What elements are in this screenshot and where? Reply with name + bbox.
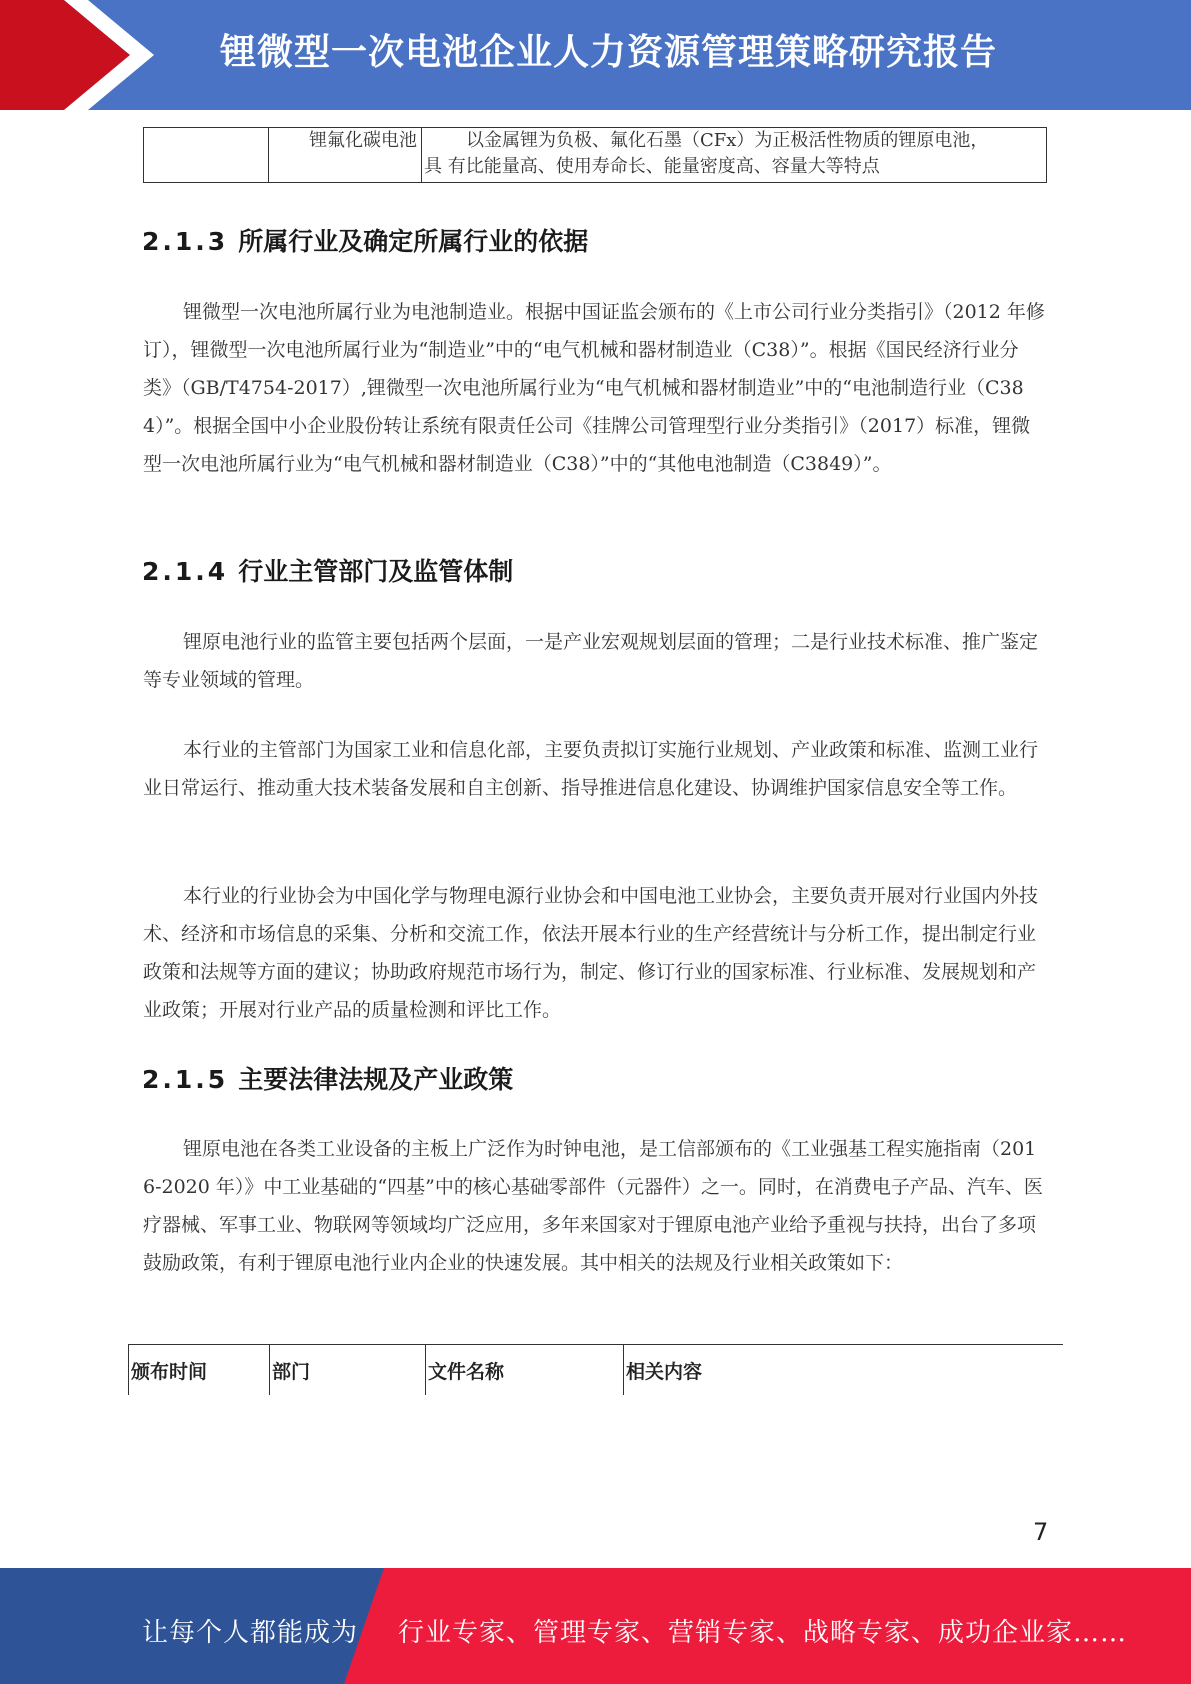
paragraph: 本行业的行业协会为中国化学与物理电源行业协会和中国电池工业协会，主要负责开展对行业国内外技术、经济和市场信息的采集、分析和交流工作，依法开展本行业的生产经营统计与分析工作，提出制定行业政策和法规等方面的建议；协助政府规范市场行为，制定、修订行业的国家标准、行业标准、发展规划和产业政策；开展对行业产品的质量检测和评比工作。	[143, 885, 1039, 1021]
page-footer	[0, 1568, 1191, 1684]
section-heading-2-1-4	[142, 552, 513, 588]
section-number: 2.1.3	[142, 227, 229, 256]
table-cell-description	[422, 128, 1047, 183]
section-title: 行业主管部门及监管体制	[238, 557, 514, 586]
section-title: 主要法律法规及产业政策	[238, 1065, 514, 1094]
chevron-logo-icon	[0, 0, 160, 110]
section-number: 2.1.5	[142, 1065, 229, 1094]
column-header-document: 文件名称	[425, 1345, 504, 1395]
table-cell-type: 锂氟化碳电池	[269, 128, 422, 183]
paragraph: 本行业的主管部门为国家工业和信息化部，主要负责拟订实施行业规划、产业政策和标准、监测工业行业日常运行、推动重大技术装备发展和自主创新、指导推进信息化建设、协调维护国家信息安全等工作。	[143, 739, 1039, 799]
section-title: 所属行业及确定所属行业的依据	[238, 227, 589, 256]
page-number: 7	[1033, 1518, 1049, 1546]
policy-table-header	[128, 1344, 1063, 1395]
description-line-1: 以金属锂为负极、氟化石墨（CFx）为正极活性物质的锂原电池，	[466, 130, 989, 151]
section-heading-2-1-3	[142, 222, 588, 258]
paragraph: 锂微型一次电池所属行业为电池制造业。根据中国证监会颁布的《上市公司行业分类指引》（2012 年修订），锂微型一次电池所属行业为“制造业”中的“电气机械和器材制造业（C38）”。根据《国民经济行业分类》（GB/T4754-2017）,锂微型一次电池所属行业为“电气机械和器材制造业”中的“电池制造行业（C384）”。根据全国中小企业股份转让系统有限责任公司《挂牌公司管理型行业分类指引》（2017）标准，锂微型一次电池所属行业为“电气机械和器材制造业（C38）”中的“其他电池制造（C3849）”。	[143, 301, 1045, 475]
section-number: 2.1.4	[142, 557, 229, 586]
footer-slogan-left: 让每个人都能成为	[142, 1618, 359, 1648]
paragraph: 锂原电池在各类工业设备的主板上广泛作为时钟电池，是工信部颁布的《工业强基工程实施指南（2016-2020 年）》中工业基础的“四基”中的核心基础零部件（元器件）之一。同时，在消费电子产品、汽车、医疗器械、军事工业、物联网等领域均广泛应用，多年来国家对于锂原电池产业给予重视与扶持，出台了多项鼓励政策，有利于锂原电池行业内企业的快速发展。其中相关的法规及行业相关政策如下：	[143, 1138, 1043, 1274]
section-heading-2-1-5	[142, 1060, 513, 1096]
paragraph: 锂原电池行业的监管主要包括两个层面，一是产业宏观规划层面的管理；二是行业技术标准、推广鉴定等专业领域的管理。	[143, 631, 1039, 691]
table-cell-category	[144, 128, 269, 183]
column-header-department: 部门	[269, 1345, 310, 1395]
page-header	[0, 0, 1191, 110]
battery-type-table	[143, 127, 1047, 183]
column-header-date: 颁布时间	[128, 1345, 207, 1395]
description-line-2: 具 有比能量高、使用寿命长、能量密度高、容量大等特点	[424, 156, 880, 177]
column-header-content: 相关内容	[623, 1345, 702, 1395]
report-title: 锂微型一次电池企业人力资源管理策略研究报告	[220, 32, 998, 73]
footer-slogan-right: 行业专家、管理专家、营销专家、战略专家、成功企业家……	[398, 1618, 1128, 1648]
table-row	[144, 128, 1047, 183]
